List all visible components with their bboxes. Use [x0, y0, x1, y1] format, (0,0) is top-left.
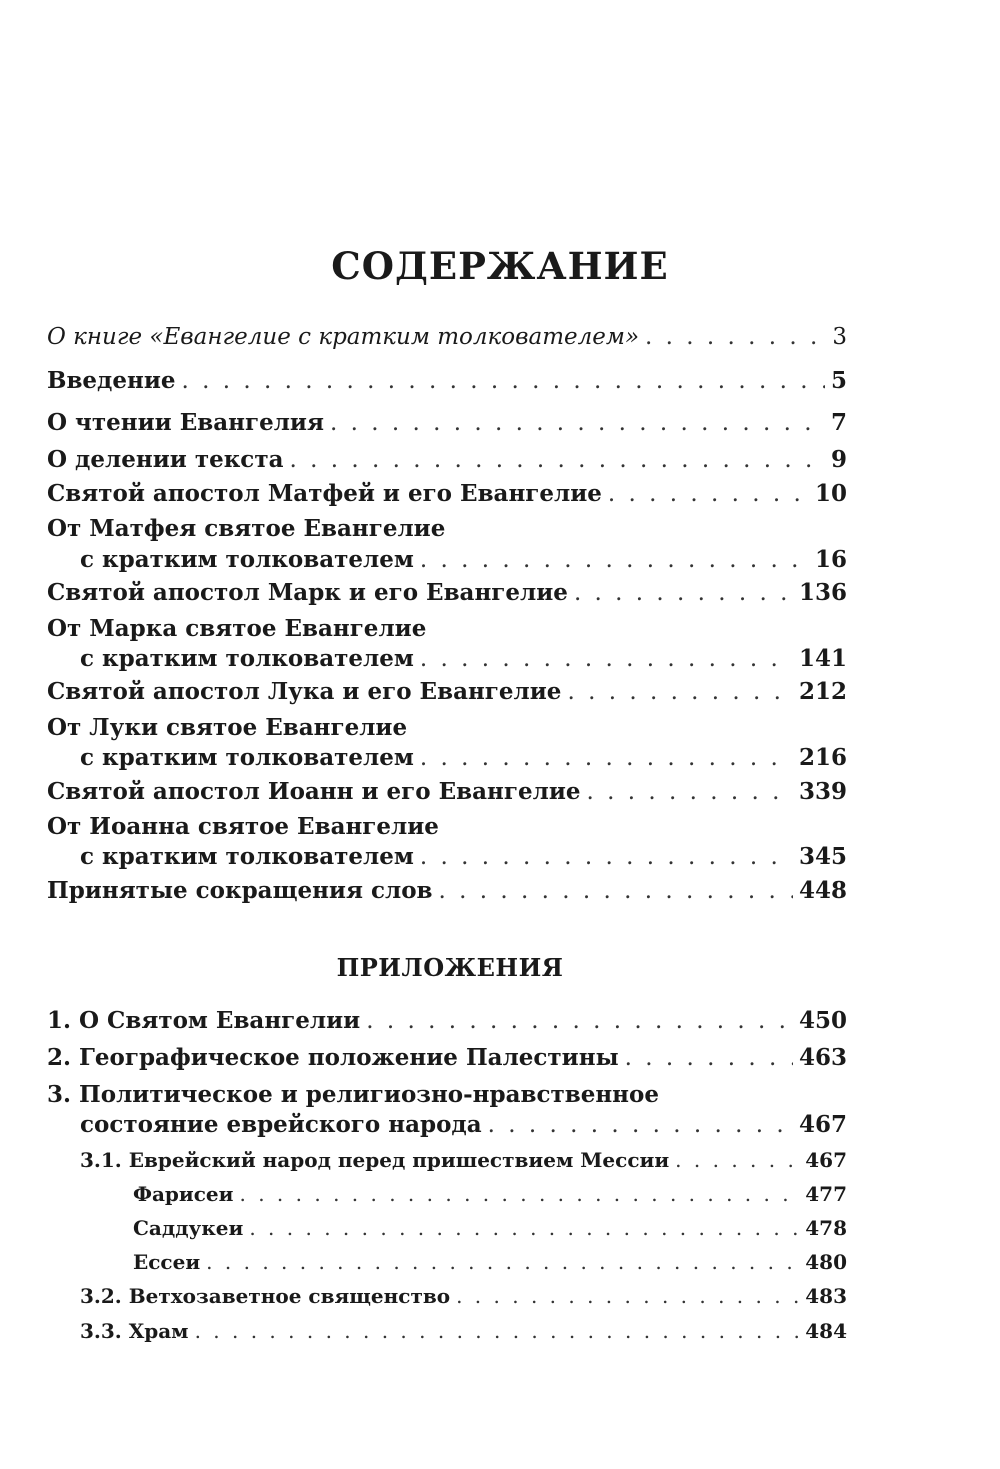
toc-entry-line1: От Луки святое Евангелие — [47, 714, 408, 741]
toc-entry: Введение . . . 5 — [47, 366, 847, 396]
toc-entry: Святой апостол Марк и его Евангелие . . . 136 — [47, 578, 847, 608]
dot-leader — [330, 408, 825, 438]
toc-entry: с кратким толкователем . . . 16 — [80, 545, 847, 575]
toc-entry: Святой апостол Матфей и его Евангелие . . . 10 — [47, 479, 847, 509]
toc-entry: О чтении Евангелия . . . 7 — [47, 408, 847, 438]
dot-leader — [574, 578, 793, 608]
dot-leader — [420, 743, 793, 773]
toc-entry: О делении текста . . . 9 — [47, 445, 847, 475]
dot-leader — [456, 1281, 799, 1311]
dot-leader — [289, 445, 825, 475]
dot-leader — [420, 842, 793, 872]
toc-entry: Принятые сокращения слов . . . 448 — [47, 876, 847, 906]
dot-leader — [608, 479, 809, 509]
toc-entry: Святой апостол Лука и его Евангелие . . . 212 — [47, 677, 847, 707]
dot-leader — [567, 677, 793, 707]
dot-leader — [206, 1247, 799, 1277]
appendix-title: ПРИЛОЖЕНИЯ — [336, 953, 564, 982]
appendix-entry-line1: 3. Политическое и религиозно-нравственное — [47, 1081, 659, 1108]
toc-entry: Святой апостол Иоанн и его Евангелие . . . 339 — [47, 777, 847, 807]
appendix-entry: 3.2. Ветхозаветное священство . . . 483 — [80, 1281, 847, 1311]
appendix-entry: 2. Географическое положение Палестины . . . 463 — [47, 1043, 847, 1073]
dot-leader — [587, 777, 793, 807]
dot-leader — [625, 1043, 793, 1073]
toc-entry: с кратким толкователем . . . 345 — [80, 842, 847, 872]
dot-leader — [240, 1179, 800, 1209]
dot-leader — [420, 644, 793, 674]
toc-entry: О книге «Евангелие с кратким толкователем» . . . 3 — [47, 322, 847, 352]
appendix-entry: состояние еврейского народа . . . 467 — [80, 1110, 847, 1140]
appendix-entry: 3.3. Храм . . . 484 — [80, 1316, 847, 1346]
toc-entry: с кратким толкователем . . . 216 — [80, 743, 847, 773]
dot-leader — [439, 876, 793, 906]
appendix-entry: Фарисеи . . . 477 — [133, 1179, 847, 1209]
appendix-entry: Ессеи . . . 480 — [133, 1247, 847, 1277]
dot-leader — [195, 1316, 800, 1346]
toc-entry-line1: От Марка святое Евангелие — [47, 615, 427, 642]
toc-entry-line1: От Иоанна святое Евангелие — [47, 813, 439, 840]
dot-leader — [249, 1213, 799, 1243]
dot-leader — [488, 1110, 793, 1140]
dot-leader — [420, 545, 809, 575]
appendix-entry: 3.1. Еврейский народ перед пришествием Мессии . . . 467 — [80, 1145, 847, 1175]
appendix-entry: Саддукеи . . . 478 — [133, 1213, 847, 1243]
toc-entry: с кратким толкователем . . . 141 — [80, 644, 847, 674]
dot-leader — [182, 366, 825, 396]
dot-leader — [366, 1006, 793, 1036]
page-title: СОДЕРЖАНИЕ — [331, 244, 669, 288]
dot-leader — [645, 322, 826, 352]
appendix-entry: 1. О Святом Евангелии . . . 450 — [47, 1006, 847, 1036]
toc-entry-line1: От Матфея святое Евангелие — [47, 515, 446, 542]
dot-leader — [675, 1145, 799, 1175]
